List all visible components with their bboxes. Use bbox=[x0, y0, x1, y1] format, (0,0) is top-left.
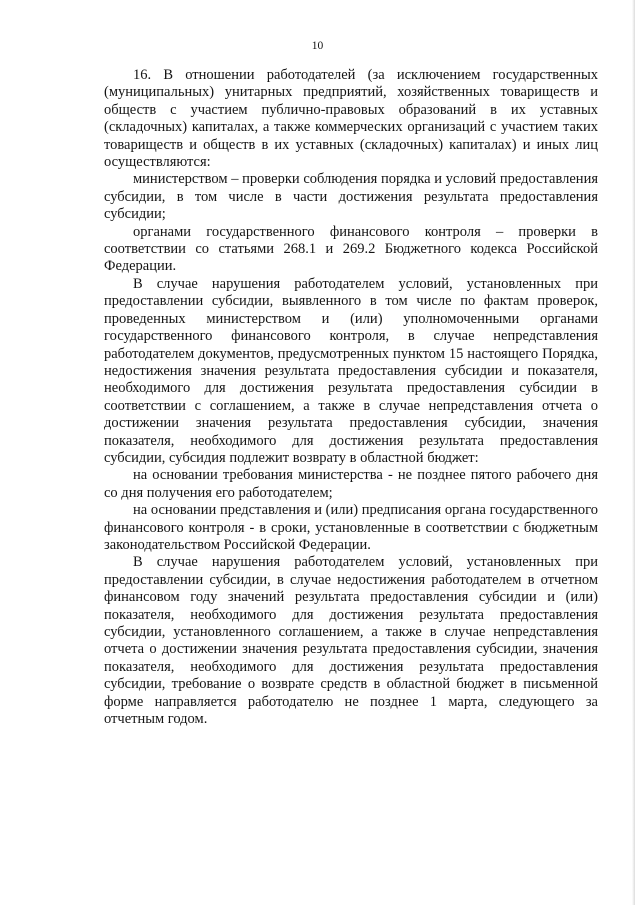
paragraph-refund-demand: В случае нарушения работодателем условий, установленных при предоставлении субсидии, в случае недостижения работодателем в отчетном финансовом году значений результата предоставления субсидии и (или) показателя, необходимого для достижения результата предоставления субсидии, установленного соглашением, а также в случае непредставления отчета о достижении значения результата предоставления субсидии, значения показателя, необходимого для достижения результата предоставления субсидии, требование о возврате средств в областной бюджет в письменной форме направляется работодателю не позднее 1 марта, следующего за отчетным годом. bbox=[104, 554, 598, 728]
paragraph-violation-refund: В случае нарушения работодателем условий, установленных при предоставлении субсидии, выявленного в том числе по фактам проверок, проведенных министерством и (или) уполномоченными органами государственного финансового контроля, в случае непредставления работодателем документов, предусмотренных пунктом 15 настоящего Порядка, недостижения значения результата предоставления субсидии и показателя, необходимого для достижения результата предоставления субсидии в соответствии с соглашением, а также в случае непредставления отчета о достижении значения результата предоставления субсидии, значения показателя, необходимого для достижения результата предоставления субсидии, субсидия подлежит возврату в областной бюджет: bbox=[104, 275, 598, 466]
page-number: 10 bbox=[311, 40, 324, 52]
paragraph-financial-control-checks: органами государственного финансового контроля – проверки в соответствии со статьями 268.1 и 269.2 Бюджетного кодекса Российской Федерации. bbox=[104, 223, 598, 275]
paragraph-control-prescription: на основании представления и (или) предписания органа государственного финансового контроля - в сроки, установленные в соответствии с бюджетным законодательством Российской Федерации. bbox=[104, 502, 598, 553]
paragraph-ministry-requirement: на основании требования министерства - не позднее пятого рабочего дня со дня получения его работодателем; bbox=[104, 467, 598, 501]
paragraph-ministry-checks: министерством – проверки соблюдения порядка и условий предоставления субсидии, в том числе в части достижения результата предоставления субсидии; bbox=[104, 171, 598, 223]
paragraph-clause-16-intro: 16. В отношении работодателей (за исключением государственных (муниципальных) унитарных предприятий, хозяйственных товариществ и обществ с участием публично-правовых образований в их уставных (складочных) капиталах, а также коммерческих организаций с участием таких товариществ и обществ в их уставных (складочных) капиталах) и иных лиц осуществляются: bbox=[104, 67, 598, 171]
document-body bbox=[104, 67, 598, 728]
